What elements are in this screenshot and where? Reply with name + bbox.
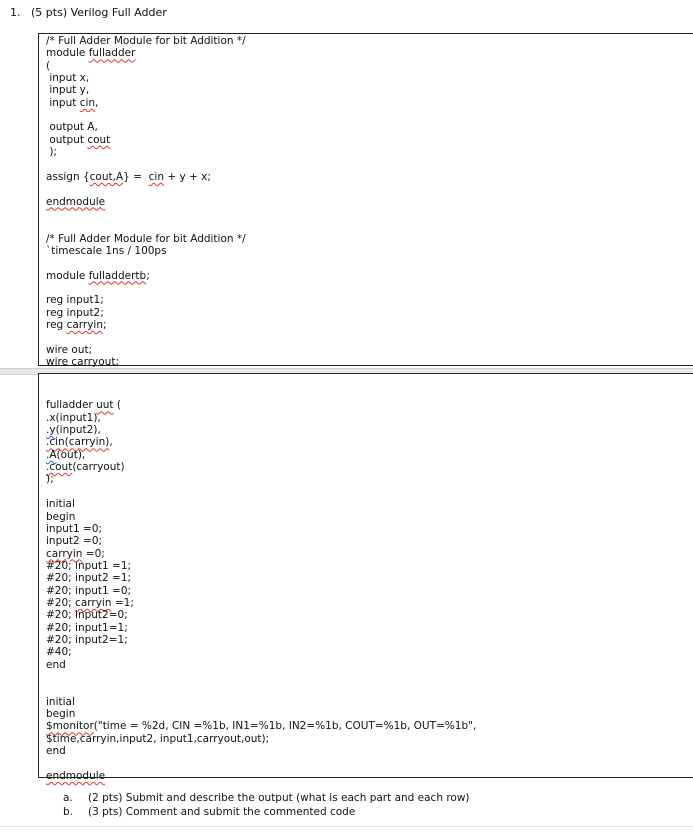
code-line: #20; input1=1; <box>46 621 128 634</box>
code-line: $time,carryin,input2, input1,carryout,out); <box>46 732 270 745</box>
code-line: input y, <box>46 84 90 97</box>
code-line: output cout <box>46 133 111 146</box>
code-line: fulladder uut ( <box>46 399 121 412</box>
question-heading <box>10 6 167 19</box>
sub-question-a-letter: a. <box>63 792 73 804</box>
code-line: reg carryin; <box>46 319 107 332</box>
code-line: wire carryout; <box>46 356 119 369</box>
code-line: .A(out), <box>46 448 86 461</box>
code-box-module <box>38 33 693 369</box>
code-line: #40; <box>46 646 72 659</box>
question-number: 1. <box>10 6 21 19</box>
code-line: end <box>46 745 66 758</box>
code-line: input1 =0; <box>46 522 103 535</box>
code-line: reg input1; <box>46 294 104 307</box>
code-line: .y(input2), <box>46 424 101 437</box>
code-line: module fulladder <box>46 47 136 60</box>
code-line: assign {cout,A} = cin + y + x; <box>46 170 211 183</box>
code-line: input x, <box>46 72 90 85</box>
code-line: output A, <box>46 121 98 134</box>
code-line: initial <box>46 498 75 511</box>
code-line: .cin(carryin), <box>46 436 113 449</box>
sub-question-a: (2 pts) Submit and describe the output (what is each part and each row) <box>88 792 470 804</box>
code-line: ); <box>46 473 54 486</box>
code-line: .x(input1), <box>46 411 101 424</box>
question-title: (5 pts) Verilog Full Adder <box>31 6 167 19</box>
code-line: endmodule <box>46 769 106 782</box>
code-line: ( <box>46 59 51 72</box>
code-line: initial <box>46 695 75 708</box>
code-line: wire out; <box>46 343 93 356</box>
page-bottom-rule <box>0 826 693 827</box>
code-line: $monitor("time = %2d, CIN =%1b, IN1=%1b, IN2=%1b, COUT=%1b, OUT=%1b", <box>46 720 477 733</box>
sub-question-b: (3 pts) Comment and submit the commented code <box>88 806 356 818</box>
code-line: input2 =0; <box>46 535 103 548</box>
sub-question-b-letter: b. <box>63 806 74 818</box>
code-line: carryin =0; <box>46 547 105 560</box>
code-line: #20; input2 =1; <box>46 572 132 585</box>
code-line: #20; input1 =0; <box>46 584 132 597</box>
code-line: end <box>46 658 66 671</box>
code-line: endmodule <box>46 195 106 208</box>
code-line: reg input2; <box>46 306 104 319</box>
code-box-testbench <box>38 373 693 782</box>
code-line: #20; carryin =1; <box>46 596 134 609</box>
code-line: #20; input2=1; <box>46 634 128 646</box>
code-line: /* Full Adder Module for bit Addition */ <box>46 35 246 47</box>
code-line: #20; input2=0; <box>46 609 128 622</box>
code-line: /* Full Adder Module for bit Addition */ <box>46 232 246 245</box>
code-line: begin <box>46 510 76 523</box>
code-line: begin <box>46 708 76 721</box>
code-line: input cin, <box>46 96 99 109</box>
code-line: .cout(carryout) <box>46 461 125 474</box>
code-line: #20; input1 =1; <box>46 559 132 572</box>
code-line: `timescale 1ns / 100ps <box>46 244 167 257</box>
code-line: module fulladdertb; <box>46 269 150 282</box>
code-line: ); <box>46 146 57 159</box>
